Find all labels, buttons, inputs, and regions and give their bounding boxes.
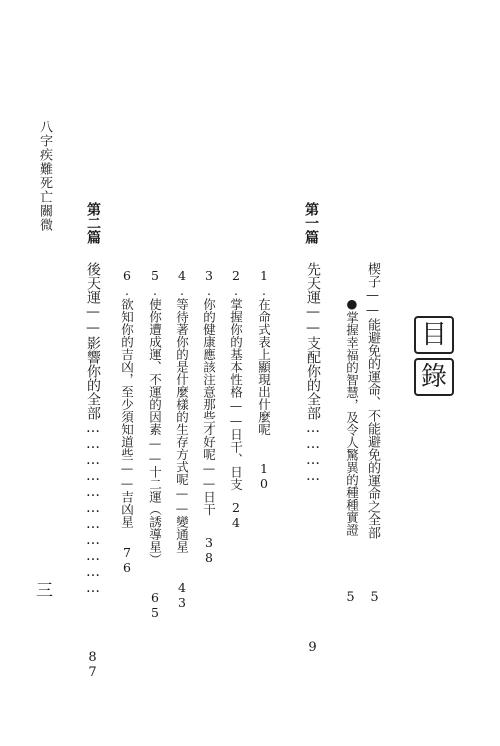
preface-page-number: 5 — [367, 590, 382, 605]
running-head: 八字疾難死亡關微 — [37, 120, 52, 232]
page-folio: 三 — [36, 581, 53, 601]
toc-entry-page: 65 — [147, 590, 163, 620]
part1-heading: 第一篇 — [303, 202, 319, 244]
preface-sub-entry[interactable]: ●掌握幸福的智慧，及令人驚異的種種實證 — [344, 296, 360, 536]
toc-entry[interactable]: 3.你的健康應該注意那些才好呢——日干 — [201, 268, 217, 516]
part1-page-number: 9 — [305, 640, 320, 655]
toc-title-char: 錄 — [414, 358, 454, 396]
part2-page-number: 87 — [85, 650, 100, 680]
preface-entry[interactable]: 楔子——能避免的運命、不能避免的運命之全部 — [365, 262, 380, 539]
toc-entry[interactable]: 1.在命式表上顯現出什麼呢 — [256, 268, 272, 436]
preface-sub-page-number: 5 — [343, 590, 358, 605]
toc-entry[interactable]: 4.等待著你的是什麼樣的生存方式呢——變通星 — [174, 268, 190, 553]
toc-entry-page: 43 — [174, 580, 190, 610]
toc-title-char: 目 — [414, 316, 454, 354]
toc-entry[interactable]: 5.使你遭成運、不運的因素——十二運（誘導星） — [147, 268, 163, 566]
toc-entry-page: 10 — [256, 461, 272, 491]
toc-entry-page: 38 — [201, 535, 217, 565]
toc-title — [414, 316, 454, 400]
toc-entry-page: 76 — [119, 545, 135, 575]
toc-entry[interactable]: 2.掌握你的基本性格——日干、日支 — [228, 268, 244, 491]
part2-heading: 第二篇 — [85, 202, 101, 244]
part1-title-entry[interactable]: 先天運——支配你的全部………… — [305, 262, 321, 484]
part2-title-entry[interactable]: 後天運——影響你的全部…………………………… — [85, 262, 101, 596]
toc-entry-page: 24 — [228, 500, 244, 530]
toc-entry[interactable]: 6.欲知你的吉凶，至少須知道些——吉凶星 — [119, 268, 135, 528]
